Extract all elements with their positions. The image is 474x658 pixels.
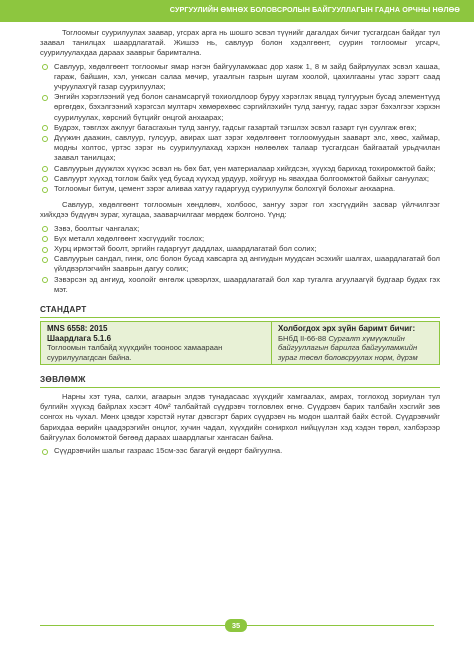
standard-text: Тоглоомын талбайд хүүхдийн тооноос хамаараан суурилуулагдсан байна.	[47, 343, 223, 362]
list-item: Энгийн хэрэглээний үед болон санамсаргүй тохиолдлоор буруу хэрэглэх явцад тулгуурын бусад элементүүд өргөгдөх, бэхэлгээний хэрэгсэл мултарч хөмөрөхөөс сэргийлэхийн тулд зангуу, гадас зэрэг бэхэлгээг хэрхэн суурилуулах, хөрсний бүтцийг онцгой анхаарах;	[40, 92, 440, 123]
bullet-circle-icon	[42, 136, 48, 142]
bullet-circle-icon	[42, 64, 48, 70]
bullet-circle-icon	[42, 247, 48, 253]
section-divider	[40, 317, 440, 318]
standard-box-right	[272, 322, 439, 364]
bullet-circle-icon	[42, 236, 48, 242]
list-item: Савлуурт хүүхэд тоглож байх үед бусад хүүхэд урдуур, хойгуур нь явахдаа болгоомжтой байхыг сануулах;	[40, 174, 440, 184]
standard-requirement: Шаардлага 5.1.6	[47, 333, 112, 343]
bullet-circle-icon	[42, 277, 48, 283]
bullet-circle-icon	[42, 125, 48, 131]
list-item: Хурц ирмэгтэй боолт, эргийн гадаргуут даддлах, шаардлагатай бол солих;	[40, 244, 440, 254]
list-item: Савлуурын сандал, гинж, олс болон бусад хавсарга эд ангиудын муудсан эсэхийг шалгах, шаардлагатай бол үйлдвэрлэгчийн зааврын дагуу солих;	[40, 254, 440, 274]
bullet-circle-icon	[42, 95, 48, 101]
standard-section-title: СТАНДАРТ	[40, 305, 87, 315]
header-title: СУРГУУЛИЙН ӨМНӨХ БОЛОВСРОЛЫН БАЙГУУЛЛАГЫН ГАДНА ОРЧНЫ НӨЛӨӨ	[169, 5, 460, 14]
header-band	[0, 0, 474, 22]
bullet-circle-icon	[42, 226, 48, 232]
list-item: Бүх металл хөдөлгөөнт хэсгүүдийг тослох;	[40, 234, 440, 244]
standard-section	[40, 305, 440, 365]
bullet-list-maintenance	[40, 224, 440, 295]
list-item: Зэвэрсэн эд ангиуд, хоолойг өнгөлж цэвэрлэх, шаардлагатай бол хар тугалга агуулаагүй будгаар будах гэх мэт.	[40, 275, 440, 295]
section-divider	[40, 387, 440, 388]
bullet-circle-icon	[42, 257, 48, 263]
list-item: Савлуур, хөдөлгөөнт тоглоомыг ямар нэгэн байгууламжаас дор хаяж 1, 8 м зайд байрлуулах эсвэл хашаа, гараж, байшин, хэл, унжсан салаа мөчир, угаалгын газрын шугам хоолой, цахилгааны утас зэрэгт саад учруулахгүй газар суурилуулах;	[40, 62, 440, 93]
list-item: Сүүдрэвчийн шалыг газраас 15см-ээс багагүй өндөрт байгуулна.	[40, 446, 440, 456]
legal-doc-title: Сургалт хүмүүжлийн байгууллагын барилга байгууламжийн зураг төсөл боловсруулах норм, дүрэм	[278, 333, 418, 362]
maintenance-paragraph: Савлуур, хөдөлгөөнт тоглоомын хөндлөвч, холбоос, зангуу зэрэг гол хэсгүүдийн засвар үйлчилгээг хийхдээ бүдүүвч зураг, хугацаа, зааварчилгааг мөрдөж болгоно. Үүнд:	[40, 200, 440, 220]
bullet-list-installation	[40, 62, 440, 195]
list-item: Дүүжин даажин, савлуур, гулсуур, авирах шат зэрэг хөдөлгөөнт тоглоомуудын зааварт элс, хөөс, хаймар, модны холтос, үртэс зэрэг нь суурилуулахад хэрхэн нөлөөлөх талаар тусгагдсан байгаатай урьдчилан заавал танилцах;	[40, 133, 440, 164]
bullet-circle-icon	[42, 187, 48, 193]
page-content	[40, 28, 440, 456]
intro-paragraph: Тоглоомыг суурилуулах заавар, угсрах арга нь шошго эсвэл түүнийг дагалдах бичиг тусгагдсан байдаг тул заавал танилцах шаардлагатай. Жишээ нь, савлуур болон хэдэлгөөнт, суурин тоглоомыг угсарч, суурилуулахдаа дараах зааврыг баримтална.	[40, 28, 440, 58]
standard-box-left	[41, 322, 272, 364]
list-item: Зэвэ, боолтыг чангалах;	[40, 224, 440, 234]
standard-box	[40, 321, 440, 365]
legal-doc-text	[278, 334, 433, 363]
legal-doc-code: БНбД II-66-88	[278, 333, 327, 343]
list-item: Тоглоомыг битум, цемент зэрэг аливаа хатуу гадаргууд суурилуулж болохгүй болохыг анхаарна.	[40, 184, 440, 194]
list-item: Будрэх, тэвглэх ажлууг багасгахын тулд зангуу, гадсыг газартай тэгшлэх эсвэл газарт гүн суулгаж өгөх;	[40, 123, 440, 133]
legal-doc-heading: Холбогдох эрх зүйн баримт бичиг:	[278, 324, 416, 334]
bullet-circle-icon	[42, 449, 48, 455]
bullet-circle-icon	[42, 166, 48, 172]
bullet-list-advice	[40, 446, 440, 456]
list-item: Савлуурын дүүжлэх хүүхэс эсвэл нь бөх бат, үен материалаар хийгдсэн, хүүхэд барихад тохиромжтой байх;	[40, 164, 440, 174]
standard-code: MNS 6558: 2015	[47, 324, 108, 334]
bullet-circle-icon	[42, 176, 48, 182]
page-number: 35	[225, 619, 247, 632]
advice-section	[40, 375, 440, 456]
advice-section-title: ЗӨВЛӨМЖ	[40, 375, 86, 385]
advice-paragraph: Нарны хэт туяа, салхи, агаарын элдэв тунадасаас хүүхдийг хамгаалах, амрах, тоглоход зориулан тул булгийн хүүхэд байрлах хэсэгт 40м² талбайтай сүүдрэвч тогловлөх өгнө. Сүүдрэвч барих талбайн хэсгийг зөв сонгох нь чухал. Мөнх цэвдэг хэрстэй нутаг дэвсгэрт барих сүүдрэвч нь модон шалтай байх ёстой. Сүүдрэвчийг барихдаа өөрийн цаадэрэгийн онцлог, хучин чадал, хүүхдийн сонирхол нийцүүлэн хэд хэдэн төрөл, хэлбэрээр байгуулах боломжтой бөгөөд дараах шаардлагыг хангасан байна.	[40, 392, 440, 442]
